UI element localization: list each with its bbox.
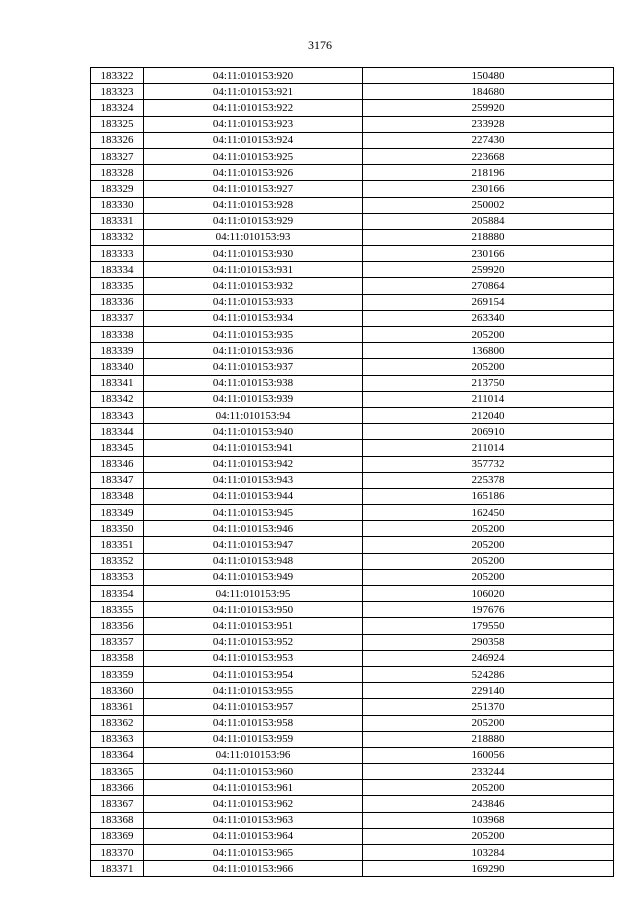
row-number-cell: 183348: [91, 488, 144, 504]
cadastral-number-cell: 04:11:010153:929: [144, 213, 363, 229]
row-number-cell: 183371: [91, 861, 144, 877]
value-cell: 205200: [363, 715, 614, 731]
cadastral-number-cell: 04:11:010153:95: [144, 586, 363, 602]
row-number-cell: 183342: [91, 391, 144, 407]
value-cell: 524286: [363, 666, 614, 682]
value-cell: 205200: [363, 359, 614, 375]
table-row: [91, 569, 614, 585]
value-cell: 233244: [363, 764, 614, 780]
value-cell: 357732: [363, 456, 614, 472]
cadastral-number-cell: 04:11:010153:938: [144, 375, 363, 391]
row-number-cell: 183370: [91, 845, 144, 861]
cadastral-number-cell: 04:11:010153:964: [144, 828, 363, 844]
value-cell: 230166: [363, 181, 614, 197]
cadastral-number-cell: 04:11:010153:940: [144, 424, 363, 440]
row-number-cell: 183340: [91, 359, 144, 375]
cadastral-number-cell: 04:11:010153:934: [144, 310, 363, 326]
table-row: [91, 586, 614, 602]
cadastral-number-cell: 04:11:010153:96: [144, 747, 363, 763]
row-number-cell: 183357: [91, 634, 144, 650]
value-cell: 259920: [363, 100, 614, 116]
row-number-cell: 183341: [91, 375, 144, 391]
cadastral-number-cell: 04:11:010153:920: [144, 68, 363, 84]
value-cell: 259920: [363, 262, 614, 278]
row-number-cell: 183345: [91, 440, 144, 456]
cadastral-number-cell: 04:11:010153:951: [144, 618, 363, 634]
table-row: [91, 505, 614, 521]
row-number-cell: 183367: [91, 796, 144, 812]
value-cell: 225378: [363, 472, 614, 488]
cadastral-number-cell: 04:11:010153:926: [144, 165, 363, 181]
row-number-cell: 183366: [91, 780, 144, 796]
row-number-cell: 183331: [91, 213, 144, 229]
row-number-cell: 183356: [91, 618, 144, 634]
cadastral-number-cell: 04:11:010153:925: [144, 148, 363, 164]
table-row: [91, 488, 614, 504]
cadastral-number-cell: 04:11:010153:921: [144, 84, 363, 100]
value-cell: 205200: [363, 521, 614, 537]
row-number-cell: 183349: [91, 505, 144, 521]
table-row: [91, 181, 614, 197]
table-row: [91, 310, 614, 326]
cadastral-number-cell: 04:11:010153:931: [144, 262, 363, 278]
value-cell: 103968: [363, 812, 614, 828]
value-cell: 211014: [363, 391, 614, 407]
cadastral-number-cell: 04:11:010153:932: [144, 278, 363, 294]
table-row: [91, 845, 614, 861]
row-number-cell: 183359: [91, 666, 144, 682]
table-row: [91, 424, 614, 440]
value-cell: 290358: [363, 634, 614, 650]
table-row: [91, 375, 614, 391]
row-number-cell: 183369: [91, 828, 144, 844]
cadastral-number-cell: 04:11:010153:93: [144, 229, 363, 245]
row-number-cell: 183327: [91, 148, 144, 164]
value-cell: 263340: [363, 310, 614, 326]
value-cell: 205200: [363, 569, 614, 585]
table-row: [91, 407, 614, 423]
cadastral-number-cell: 04:11:010153:963: [144, 812, 363, 828]
table-row: [91, 537, 614, 553]
row-number-cell: 183347: [91, 472, 144, 488]
value-cell: 197676: [363, 602, 614, 618]
row-number-cell: 183333: [91, 246, 144, 262]
row-number-cell: 183322: [91, 68, 144, 84]
value-cell: 229140: [363, 683, 614, 699]
row-number-cell: 183339: [91, 343, 144, 359]
cadastral-number-cell: 04:11:010153:955: [144, 683, 363, 699]
row-number-cell: 183365: [91, 764, 144, 780]
row-number-cell: 183344: [91, 424, 144, 440]
row-number-cell: 183361: [91, 699, 144, 715]
cadastral-number-cell: 04:11:010153:958: [144, 715, 363, 731]
value-cell: 233928: [363, 116, 614, 132]
table-body: [91, 68, 614, 877]
row-number-cell: 183338: [91, 327, 144, 343]
row-number-cell: 183330: [91, 197, 144, 213]
value-cell: 269154: [363, 294, 614, 310]
row-number-cell: 183364: [91, 747, 144, 763]
table-row: [91, 197, 614, 213]
cadastral-number-cell: 04:11:010153:923: [144, 116, 363, 132]
row-number-cell: 183326: [91, 132, 144, 148]
table-row: [91, 229, 614, 245]
cadastral-number-cell: 04:11:010153:930: [144, 246, 363, 262]
value-cell: 160056: [363, 747, 614, 763]
cadastral-number-cell: 04:11:010153:943: [144, 472, 363, 488]
table-row: [91, 861, 614, 877]
table-row: [91, 634, 614, 650]
table-row: [91, 359, 614, 375]
table-row: [91, 699, 614, 715]
table-row: [91, 456, 614, 472]
table-row: [91, 391, 614, 407]
value-cell: 136800: [363, 343, 614, 359]
table-row: [91, 650, 614, 666]
table-row: [91, 165, 614, 181]
value-cell: 169290: [363, 861, 614, 877]
row-number-cell: 183368: [91, 812, 144, 828]
cadastral-number-cell: 04:11:010153:949: [144, 569, 363, 585]
value-cell: 213750: [363, 375, 614, 391]
table-row: [91, 747, 614, 763]
table-row: [91, 440, 614, 456]
value-cell: 218196: [363, 165, 614, 181]
value-cell: 165186: [363, 488, 614, 504]
row-number-cell: 183328: [91, 165, 144, 181]
value-cell: 205200: [363, 553, 614, 569]
row-number-cell: 183343: [91, 407, 144, 423]
row-number-cell: 183352: [91, 553, 144, 569]
table-row: [91, 715, 614, 731]
row-number-cell: 183358: [91, 650, 144, 666]
row-number-cell: 183337: [91, 310, 144, 326]
cadastral-number-cell: 04:11:010153:960: [144, 764, 363, 780]
value-cell: 106020: [363, 586, 614, 602]
cadastral-number-cell: 04:11:010153:947: [144, 537, 363, 553]
value-cell: 205200: [363, 327, 614, 343]
table-row: [91, 343, 614, 359]
value-cell: 250002: [363, 197, 614, 213]
row-number-cell: 183325: [91, 116, 144, 132]
value-cell: 162450: [363, 505, 614, 521]
cadastral-number-cell: 04:11:010153:945: [144, 505, 363, 521]
table-row: [91, 602, 614, 618]
table-row: [91, 132, 614, 148]
value-cell: 205884: [363, 213, 614, 229]
value-cell: 211014: [363, 440, 614, 456]
table-row: [91, 472, 614, 488]
table-row: [91, 731, 614, 747]
cadastral-number-cell: 04:11:010153:950: [144, 602, 363, 618]
cadastral-number-cell: 04:11:010153:944: [144, 488, 363, 504]
table-row: [91, 213, 614, 229]
cadastral-number-cell: 04:11:010153:954: [144, 666, 363, 682]
cadastral-number-cell: 04:11:010153:962: [144, 796, 363, 812]
cadastral-number-cell: 04:11:010153:952: [144, 634, 363, 650]
cadastral-number-cell: 04:11:010153:937: [144, 359, 363, 375]
row-number-cell: 183362: [91, 715, 144, 731]
cadastral-number-cell: 04:11:010153:922: [144, 100, 363, 116]
row-number-cell: 183360: [91, 683, 144, 699]
cadastral-number-cell: 04:11:010153:935: [144, 327, 363, 343]
value-cell: 179550: [363, 618, 614, 634]
table-row: [91, 278, 614, 294]
value-cell: 243846: [363, 796, 614, 812]
value-cell: 230166: [363, 246, 614, 262]
table-row: [91, 294, 614, 310]
row-number-cell: 183335: [91, 278, 144, 294]
table-row: [91, 327, 614, 343]
cadastral-number-cell: 04:11:010153:928: [144, 197, 363, 213]
value-cell: 184680: [363, 84, 614, 100]
value-cell: 218880: [363, 731, 614, 747]
value-cell: 150480: [363, 68, 614, 84]
table-row: [91, 68, 614, 84]
table-row: [91, 521, 614, 537]
cadastral-number-cell: 04:11:010153:936: [144, 343, 363, 359]
cadastral-number-cell: 04:11:010153:927: [144, 181, 363, 197]
table-row: [91, 683, 614, 699]
table-row: [91, 246, 614, 262]
cadastral-number-cell: 04:11:010153:957: [144, 699, 363, 715]
value-cell: 251370: [363, 699, 614, 715]
row-number-cell: 183353: [91, 569, 144, 585]
table-row: [91, 764, 614, 780]
table-row: [91, 553, 614, 569]
cadastral-number-cell: 04:11:010153:959: [144, 731, 363, 747]
cadastral-number-cell: 04:11:010153:948: [144, 553, 363, 569]
cadastral-number-cell: 04:11:010153:965: [144, 845, 363, 861]
table-row: [91, 812, 614, 828]
cadastral-number-cell: 04:11:010153:953: [144, 650, 363, 666]
row-number-cell: 183334: [91, 262, 144, 278]
cadastral-number-cell: 04:11:010153:939: [144, 391, 363, 407]
cadastral-number-cell: 04:11:010153:942: [144, 456, 363, 472]
table-row: [91, 780, 614, 796]
value-cell: 212040: [363, 407, 614, 423]
row-number-cell: 183351: [91, 537, 144, 553]
row-number-cell: 183323: [91, 84, 144, 100]
value-cell: 205200: [363, 537, 614, 553]
row-number-cell: 183324: [91, 100, 144, 116]
value-cell: 218880: [363, 229, 614, 245]
row-number-cell: 183332: [91, 229, 144, 245]
value-cell: 103284: [363, 845, 614, 861]
table-row: [91, 666, 614, 682]
data-table: [90, 67, 614, 877]
page-number: 3176: [308, 38, 332, 52]
table-row: [91, 148, 614, 164]
table-row: [91, 828, 614, 844]
cadastral-number-cell: 04:11:010153:924: [144, 132, 363, 148]
table-row: [91, 618, 614, 634]
table-row: [91, 796, 614, 812]
value-cell: 227430: [363, 132, 614, 148]
cadastral-number-cell: 04:11:010153:941: [144, 440, 363, 456]
table-row: [91, 116, 614, 132]
table-row: [91, 84, 614, 100]
row-number-cell: 183346: [91, 456, 144, 472]
row-number-cell: 183355: [91, 602, 144, 618]
value-cell: 205200: [363, 828, 614, 844]
cadastral-number-cell: 04:11:010153:946: [144, 521, 363, 537]
row-number-cell: 183350: [91, 521, 144, 537]
row-number-cell: 183354: [91, 586, 144, 602]
cadastral-number-cell: 04:11:010153:94: [144, 407, 363, 423]
value-cell: 223668: [363, 148, 614, 164]
value-cell: 205200: [363, 780, 614, 796]
value-cell: 270864: [363, 278, 614, 294]
cadastral-number-cell: 04:11:010153:966: [144, 861, 363, 877]
table-row: [91, 262, 614, 278]
value-cell: 246924: [363, 650, 614, 666]
row-number-cell: 183363: [91, 731, 144, 747]
cadastral-number-cell: 04:11:010153:961: [144, 780, 363, 796]
table-row: [91, 100, 614, 116]
cadastral-number-cell: 04:11:010153:933: [144, 294, 363, 310]
row-number-cell: 183336: [91, 294, 144, 310]
value-cell: 206910: [363, 424, 614, 440]
row-number-cell: 183329: [91, 181, 144, 197]
